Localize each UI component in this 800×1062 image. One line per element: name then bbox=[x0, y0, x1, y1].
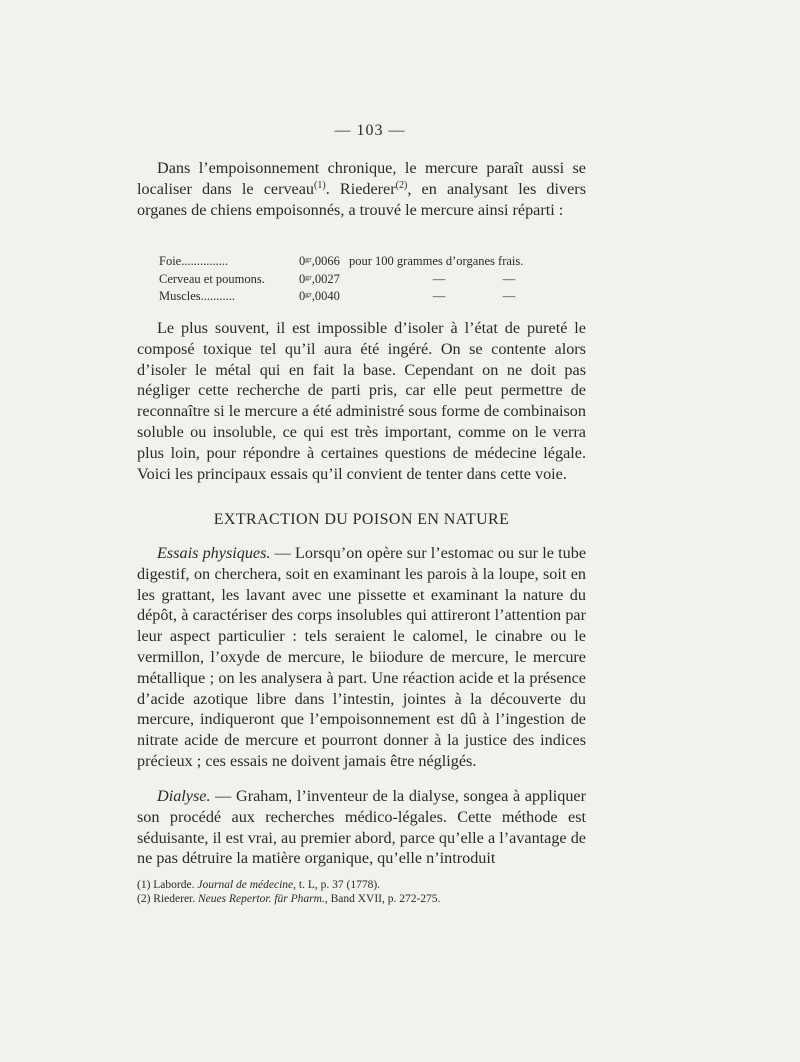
section-heading: EXTRACTION DU POISON EN NATURE bbox=[213, 511, 510, 528]
organ-name: Muscles........... bbox=[159, 289, 236, 303]
intro-text-c: , en analysant les divers organes de chiens empoisonnés, a trouvé le mercure ainsi réparti : bbox=[137, 179, 586, 219]
unit-description: pour 100 grammes d’organes frais. bbox=[349, 254, 524, 268]
intro-text-a: Dans l’empoisonnement chronique, le mercure paraît aussi se localiser dans le cerveau bbox=[137, 159, 586, 198]
intro-paragraph bbox=[137, 158, 586, 220]
table-row bbox=[159, 253, 579, 271]
footnote-ref-2[interactable]: (2) bbox=[395, 179, 408, 191]
footnote-title: Neues Repertor. für Pharm. bbox=[198, 893, 325, 905]
footnote bbox=[137, 892, 597, 906]
footnote-ref-1[interactable]: (1) bbox=[314, 179, 326, 191]
organ-name: Cerveau et poumons. bbox=[159, 271, 265, 286]
mercury-distribution-table bbox=[159, 253, 579, 306]
paragraph-dialysis bbox=[137, 786, 586, 869]
footnote bbox=[137, 878, 597, 892]
table-row bbox=[159, 288, 579, 306]
mercury-value: 0ᵍʳ,0027 bbox=[299, 271, 340, 286]
footnotes bbox=[137, 878, 597, 906]
paragraph-isolation: Le plus souvent, il est impossible d’isoler à l’état de pureté le composé toxique tel qu’il aura été ingéré. On se contente alors d’isoler le métal qui en fait la base. Cependant on ne doit pas négliger cette recherche de parti pris, car elle peut permettre de reconnaître si le mercure a été administré sous forme de combinaison soluble ou insoluble, ce qui est très important, comme on le verra plus loin, pour répondre à certaines questions de médecine légale. Voici les principaux essais qu’il convient de tenter dans cette voie. bbox=[137, 319, 586, 483]
ditto-mark: — bbox=[432, 289, 446, 303]
footnote-details: , t. L, p. 37 (1778). bbox=[293, 879, 381, 891]
mercury-value: 0ᵍʳ,0040 bbox=[299, 289, 340, 303]
ditto-mark: — bbox=[432, 271, 446, 286]
footnote-author: (2) Riederer. bbox=[137, 893, 198, 905]
footnote-title: Journal de médecine bbox=[197, 879, 294, 891]
mercury-value: 0ᵍʳ,0066 bbox=[299, 254, 340, 268]
ditto-mark: — bbox=[502, 271, 516, 286]
paragraph-text: — Lorsqu’on opère sur l’estomac ou sur le tube digestif, on cherchera, soit en examinant les parois à la loupe, soit en les grattant, les lavant avec une pissette et examinant la nature du dépôt, à caractériser des corps insolubles qui attireront l’attention par leur aspect particulier : tels seraient le calomel, le cinabre ou le vermillon, l’oxyde de mercure, le biiodure de mercure, le mercure métallique ; on les analysera à part. Une réaction acide et la présence d’acide azotique libre dans l’intestin, jointes à la découverte du mercure, indiqueront que l’empoisonnement est dû à l’ingestion de nitrate acide de mercure et pourront donner à la justice des indices précieux ; ces essais ne doivent jamais être négligés. bbox=[137, 544, 587, 770]
organ-name: Foie............... bbox=[159, 254, 229, 268]
page-number: — 103 — bbox=[334, 122, 406, 139]
paragraph-physical-tests bbox=[137, 543, 586, 772]
paragraph-lead: Dialyse. bbox=[157, 787, 211, 805]
paragraph-text: — Graham, l’inventeur de la dialyse, songea à appliquer son procédé aux recherches médico-légales. Cette méthode est séduisante, il est vrai, au premier abord, parce qu’elle a l’avantage de ne pas détruire la matière organique, qu’elle n’introduit bbox=[137, 787, 586, 868]
footnote-author: (1) Laborde. bbox=[137, 879, 198, 891]
paragraph-lead: Essais physiques. bbox=[157, 544, 271, 562]
footnote-details: , Band XVII, p. 272-275. bbox=[324, 893, 441, 905]
table-row bbox=[159, 271, 579, 289]
intro-text-b: . Riederer bbox=[325, 179, 396, 198]
ditto-mark: — bbox=[502, 289, 516, 303]
